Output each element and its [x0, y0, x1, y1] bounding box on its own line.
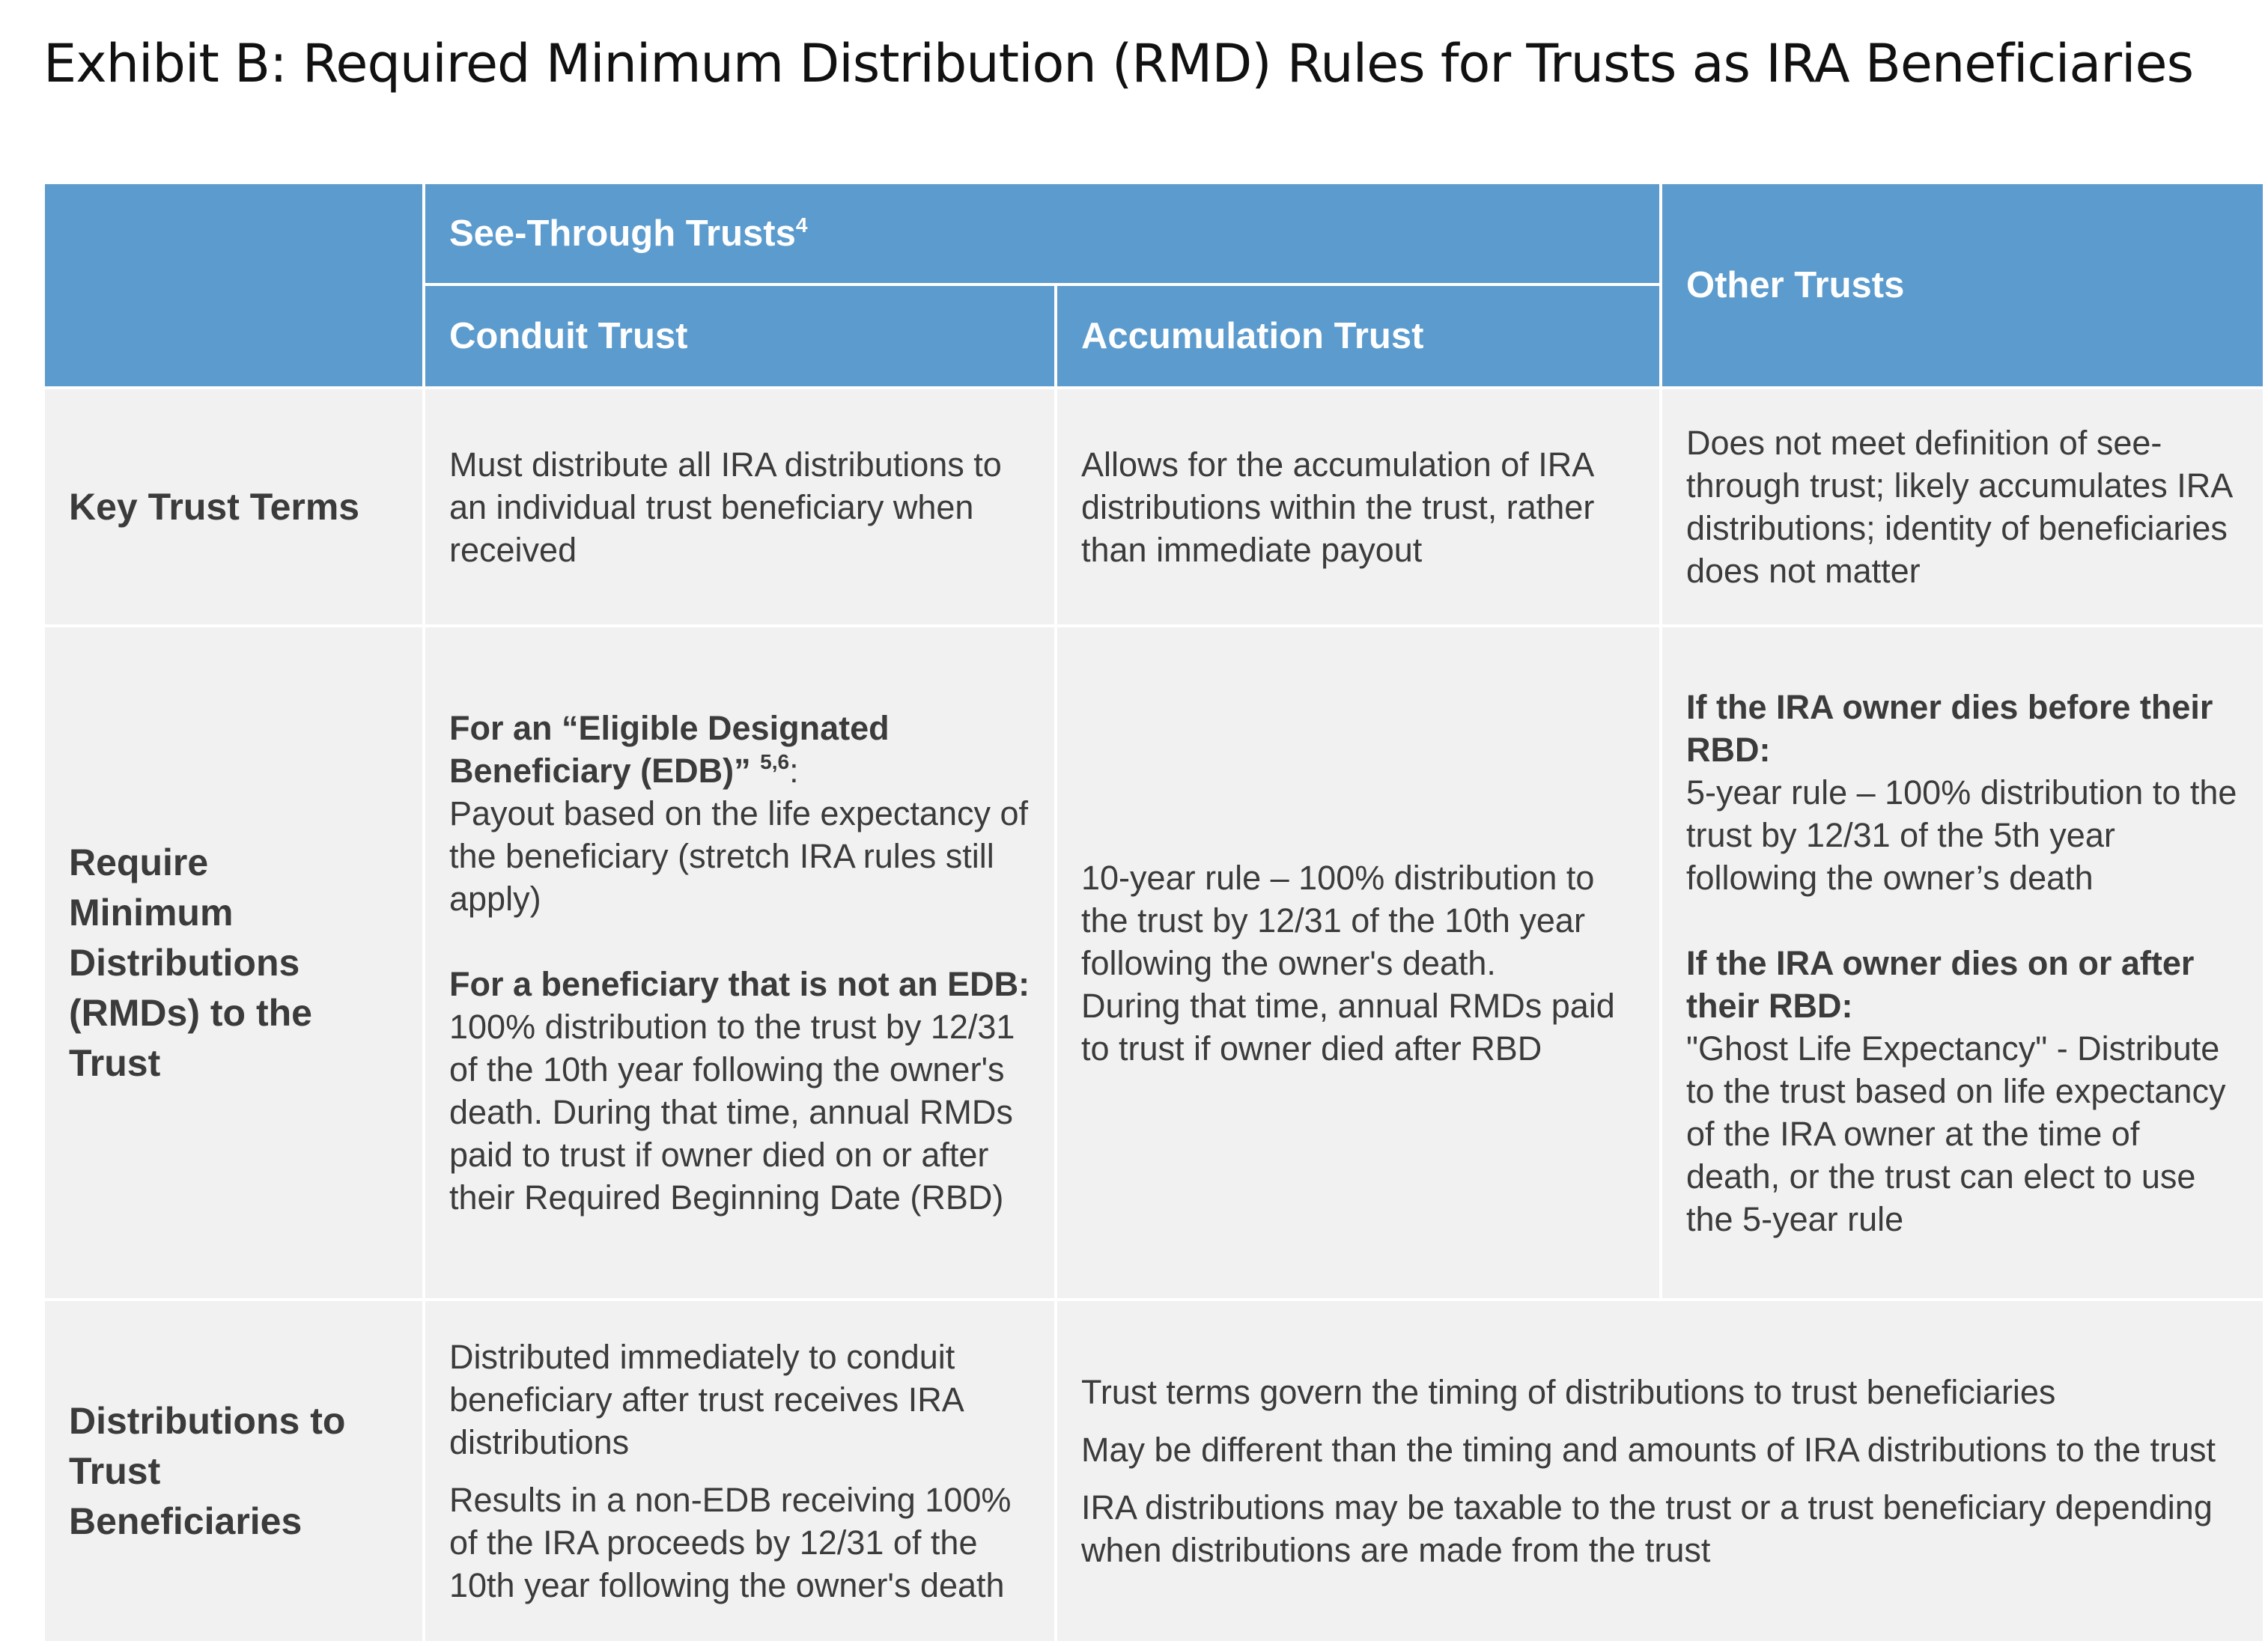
header-other-trusts: Other Trusts: [1661, 183, 2264, 388]
edb-text: Payout based on the life expectancy of the beneficiary (stretch IRA rules still apply): [449, 794, 1029, 918]
cell-rmds-conduit: [424, 626, 1056, 1300]
cell-distributions-accumulation-other: [1056, 1300, 2264, 1643]
exhibit-title: Exhibit B: Required Minimum Distribution (RMD) Rules for Trusts as IRA Beneficiaries: [43, 33, 2194, 94]
conduit-non-edb-result: Results in a non-EDB receiving 100% of the IRA proceeds by 12/31 of the 10th year following the owner's death: [449, 1481, 1012, 1604]
accumulation-annual-rmds: During that time, annual RMDs paid to trust if owner died after RBD: [1081, 986, 1615, 1068]
cell-key-terms-conduit: Must distribute all IRA distributions to an individual trust beneficiary when received: [424, 388, 1056, 626]
row-label-distributions: [43, 1300, 424, 1643]
footnote-marker-4: 4: [795, 213, 808, 237]
trust-terms-govern: Trust terms govern the timing of distributions to trust beneficiaries: [1081, 1373, 2056, 1411]
row-label-rmds: [43, 626, 424, 1300]
non-edb-heading: For a beneficiary that is not an EDB:: [449, 965, 1030, 1003]
edb-heading: For an “Eligible Designated Beneficiary (EDB)”: [449, 709, 890, 790]
cell-key-terms-accumulation: Allows for the accumulation of IRA distributions within the trust, rather than immediate payout: [1056, 388, 1661, 626]
cell-distributions-conduit: [424, 1300, 1056, 1643]
may-be-taxable: IRA distributions may be taxable to the trust or a trust beneficiary depending when distributions are made from the trust: [1081, 1488, 2213, 1569]
other-before-rbd-heading: If the IRA owner dies before their RBD:: [1686, 687, 2213, 769]
footnote-marker-5-6: 5,6: [760, 750, 790, 773]
other-after-rbd-heading: If the IRA owner dies on or after their RBD:: [1686, 943, 2195, 1025]
may-be-different: May be different than the timing and amounts of IRA distributions to the trust: [1081, 1431, 2216, 1469]
header-accumulation-trust: Accumulation Trust: [1056, 284, 1661, 388]
row-label-distributions-text: Distributions to Trust Beneficiaries: [69, 1399, 346, 1542]
accumulation-10-year-rule: 10-year rule – 100% distribution to the trust by 12/31 of the 10th year following the owner's death.: [1081, 858, 1595, 982]
header-conduit-trust: Conduit Trust: [424, 284, 1056, 388]
conduit-distributed-immediately: Distributed immediately to conduit beneficiary after trust receives IRA distributions: [449, 1338, 963, 1461]
header-see-through-trusts: [424, 183, 1661, 284]
other-before-rbd-text: 5-year rule – 100% distribution to the trust by 12/31 of the 5th year following the owner’s death: [1686, 773, 2237, 897]
other-after-rbd-text: "Ghost Life Expectancy" - Distribute to the trust based on life expectancy of the IRA owner at the time of death, or the trust can elect to use the 5-year rule: [1686, 1029, 2226, 1238]
header-see-through-label: See-Through Trusts: [449, 213, 796, 254]
row-label-rmds-text: Require Minimum Distributions (RMDs) to the Trust: [69, 841, 312, 1084]
cell-key-terms-other: Does not meet definition of see-through trust; likely accumulates IRA distributions; identity of beneficiaries does not matter: [1661, 388, 2264, 626]
row-label-key-trust-terms: Key Trust Terms: [43, 388, 424, 626]
cell-rmds-other: [1661, 626, 2264, 1300]
non-edb-text: 100% distribution to the trust by 12/31 of the 10th year following the owner's death. During that time, annual RMDs paid to trust if owner died on or after their Required Beginning Date (RBD): [449, 1008, 1015, 1217]
rmd-rules-table: [42, 181, 2266, 1644]
cell-rmds-accumulation: [1056, 626, 1661, 1300]
edb-heading-colon: :: [789, 752, 799, 790]
header-corner-cell: [43, 183, 424, 388]
